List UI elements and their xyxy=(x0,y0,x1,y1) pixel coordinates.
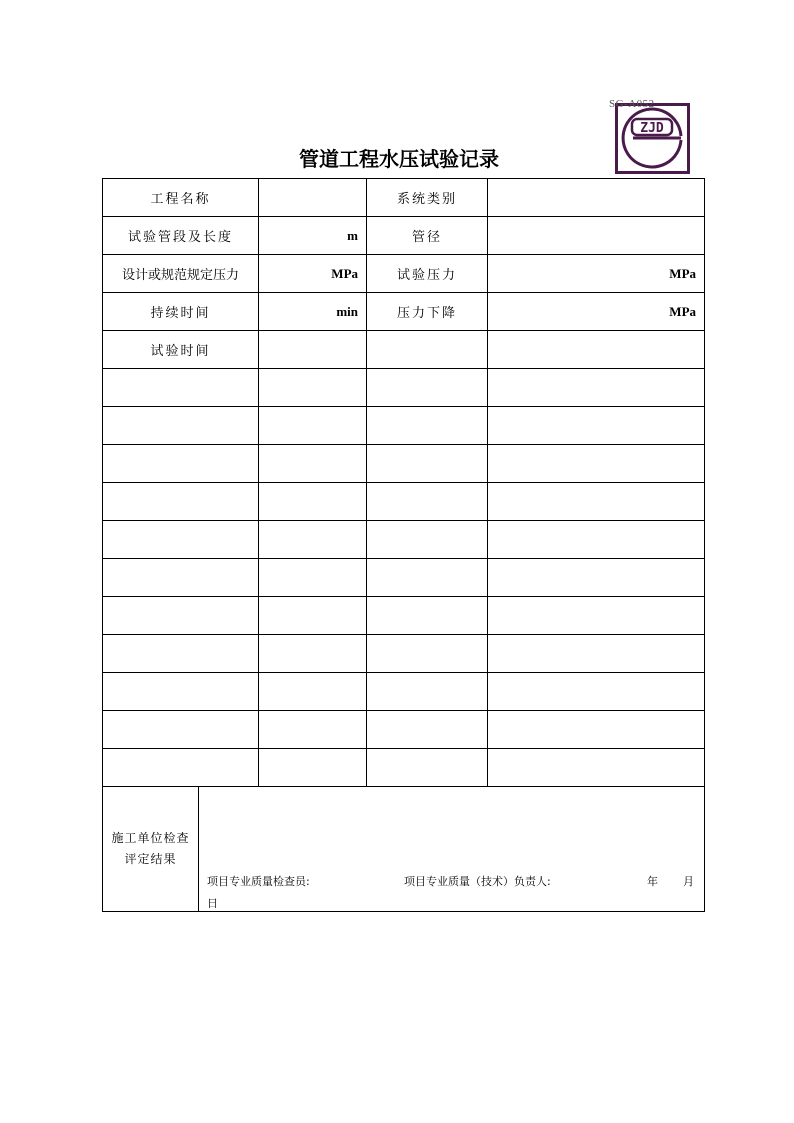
label-system-category: 系统类别 xyxy=(367,179,488,217)
pressure-drop-field[interactable]: MPa xyxy=(488,293,705,331)
test-time-field-3[interactable] xyxy=(488,331,705,369)
blank-cell[interactable] xyxy=(488,483,705,521)
blank-cell[interactable] xyxy=(367,673,488,711)
table-row-blank xyxy=(103,673,705,711)
blank-cell[interactable] xyxy=(259,597,367,635)
pipe-section-length-field[interactable]: m xyxy=(259,217,367,255)
blank-cell[interactable] xyxy=(259,749,367,787)
table-row-blank xyxy=(103,407,705,445)
table-row-blank xyxy=(103,597,705,635)
day-label: 日 xyxy=(207,897,218,910)
blank-cell[interactable] xyxy=(259,369,367,407)
blank-cell[interactable] xyxy=(367,521,488,559)
month-label: 月 xyxy=(683,875,694,888)
blank-cell[interactable] xyxy=(259,445,367,483)
label-test-time: 试验时间 xyxy=(103,331,259,369)
blank-cell[interactable] xyxy=(259,407,367,445)
zjd-logo-icon xyxy=(615,103,690,174)
blank-cell[interactable] xyxy=(103,711,259,749)
blank-cell[interactable] xyxy=(367,711,488,749)
label-pipe-section-length: 试验管段及长度 xyxy=(103,217,259,255)
project-name-field[interactable] xyxy=(259,179,367,217)
blank-cell[interactable] xyxy=(367,445,488,483)
table-row-blank xyxy=(103,749,705,787)
duration-field[interactable]: min xyxy=(259,293,367,331)
table-row-assessment xyxy=(103,787,705,912)
blank-cell[interactable] xyxy=(488,635,705,673)
pipe-diameter-field[interactable] xyxy=(488,217,705,255)
blank-cell[interactable] xyxy=(367,369,488,407)
blank-cell[interactable] xyxy=(259,483,367,521)
label-project-name: 工程名称 xyxy=(103,179,259,217)
blank-cell[interactable] xyxy=(259,521,367,559)
blank-cell[interactable] xyxy=(488,673,705,711)
blank-cell[interactable] xyxy=(488,521,705,559)
table-row-blank xyxy=(103,559,705,597)
blank-cell[interactable] xyxy=(103,369,259,407)
blank-cell[interactable] xyxy=(103,521,259,559)
table-row-blank xyxy=(103,521,705,559)
assessment-label-line2: 评定结果 xyxy=(124,852,177,866)
technical-manager-label: 项目专业质量（技术）负责人: xyxy=(404,875,551,888)
blank-cell[interactable] xyxy=(488,407,705,445)
label-pressure-drop: 压力下降 xyxy=(367,293,488,331)
label-duration: 持续时间 xyxy=(103,293,259,331)
blank-cell[interactable] xyxy=(259,559,367,597)
blank-cell[interactable] xyxy=(103,749,259,787)
assessment-label-cell xyxy=(103,787,199,912)
table-row-blank xyxy=(103,635,705,673)
blank-cell[interactable] xyxy=(488,445,705,483)
table-row xyxy=(103,293,705,331)
blank-cell[interactable] xyxy=(259,711,367,749)
blank-cell[interactable] xyxy=(103,559,259,597)
blank-cell[interactable] xyxy=(488,597,705,635)
blank-cell[interactable] xyxy=(103,445,259,483)
table-row-blank xyxy=(103,369,705,407)
blank-cell[interactable] xyxy=(103,597,259,635)
blank-cell[interactable] xyxy=(259,673,367,711)
blank-cell[interactable] xyxy=(259,635,367,673)
test-pressure-field[interactable]: MPa xyxy=(488,255,705,293)
blank-cell[interactable] xyxy=(367,483,488,521)
label-design-pressure: 设计或规范规定压力 xyxy=(103,255,259,293)
table-row xyxy=(103,179,705,217)
blank-cell[interactable] xyxy=(103,635,259,673)
page-title: 管道工程水压试验记录 xyxy=(299,147,499,171)
test-record-table xyxy=(102,178,705,912)
assessment-result-field[interactable] xyxy=(199,787,705,912)
system-category-field[interactable] xyxy=(488,179,705,217)
blank-cell[interactable] xyxy=(103,483,259,521)
label-test-pressure: 试验压力 xyxy=(367,255,488,293)
year-label: 年 xyxy=(647,875,658,888)
table-row xyxy=(103,331,705,369)
label-pipe-diameter: 管径 xyxy=(367,217,488,255)
blank-cell[interactable] xyxy=(488,749,705,787)
blank-cell[interactable] xyxy=(367,635,488,673)
assessment-label-line1: 施工单位检查 xyxy=(111,831,190,845)
blank-cell[interactable] xyxy=(367,597,488,635)
blank-cell[interactable] xyxy=(103,407,259,445)
design-pressure-field[interactable]: MPa xyxy=(259,255,367,293)
table-row-blank xyxy=(103,445,705,483)
blank-cell[interactable] xyxy=(103,673,259,711)
svg-text:ZJD: ZJD xyxy=(640,121,664,136)
document-code: SG-A052 xyxy=(609,98,655,110)
blank-cell[interactable] xyxy=(367,559,488,597)
table-row xyxy=(103,217,705,255)
table-row-blank xyxy=(103,483,705,521)
blank-cell[interactable] xyxy=(367,749,488,787)
table-row-blank xyxy=(103,711,705,749)
inspector-label: 项目专业质量检查员: xyxy=(207,875,310,888)
test-time-field-2[interactable] xyxy=(367,331,488,369)
blank-cell[interactable] xyxy=(367,407,488,445)
test-time-field-1[interactable] xyxy=(259,331,367,369)
blank-cell[interactable] xyxy=(488,711,705,749)
blank-cell[interactable] xyxy=(488,369,705,407)
blank-cell[interactable] xyxy=(488,559,705,597)
table-row xyxy=(103,255,705,293)
